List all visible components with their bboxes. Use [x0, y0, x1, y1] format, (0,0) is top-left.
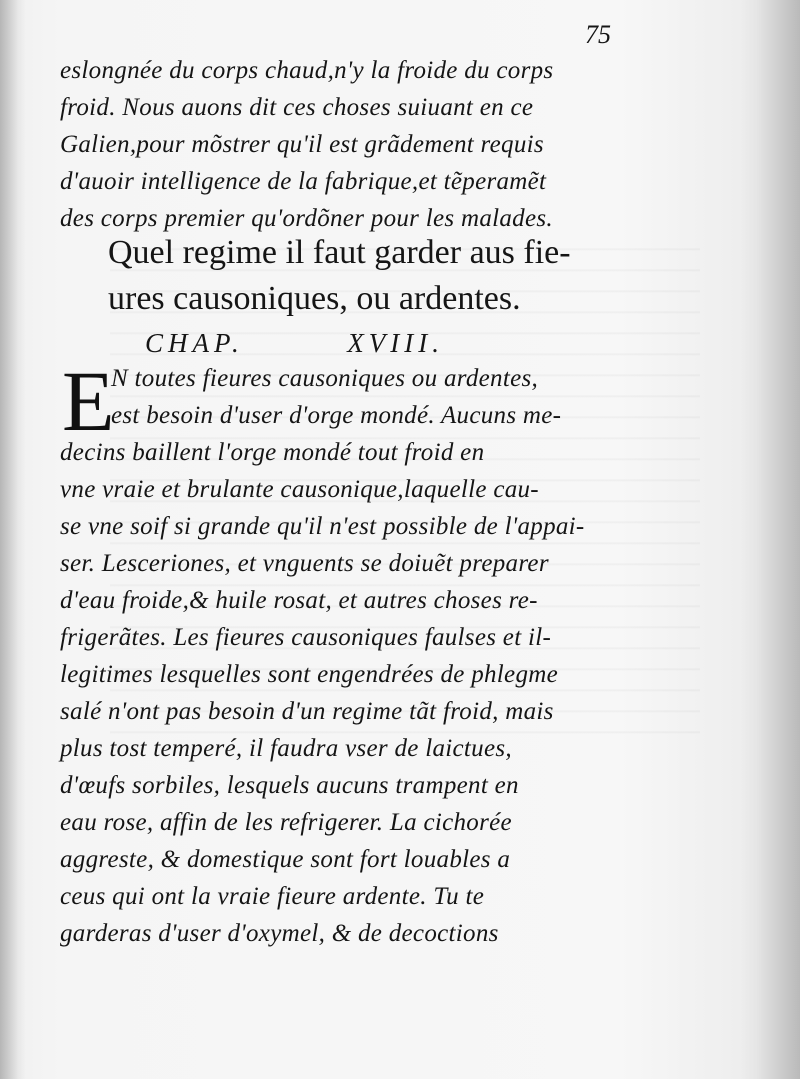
heading-line: ures causoniques, ou ardentes. [108, 280, 521, 317]
text-line: vne vraie et brulante causonique,laquelle cau- [60, 476, 539, 503]
text-line: aggreste, & domestique sont fort louables a [60, 846, 511, 873]
top-paragraph [60, 52, 625, 237]
text-line: legitimes lesquelles sont engendrées de phlegme [60, 661, 558, 688]
text-line: N toutes fieures causoniques ou ardentes, [111, 365, 539, 392]
text-line: froid. Nous auons dit ces choses suiuant en ce [60, 94, 534, 121]
text-line: garderas d'user d'oxymel, & de decoctions [60, 920, 499, 947]
text-line: d'œufs sorbiles, lesquels aucuns trampent en [60, 772, 519, 799]
chapter-word: CHAP. [145, 328, 244, 358]
text-line: ser. Lesceriones, et vnguents se doiuẽt preparer [60, 550, 549, 577]
chapter-number: XVIII. [347, 328, 444, 358]
text-line: frigerãtes. Les fieures causoniques faulses et il- [60, 624, 552, 651]
chapter-label [145, 325, 565, 361]
text-line: est besoin d'user d'orge mondé. Aucuns me- [111, 402, 562, 429]
drop-cap-letter: E [62, 353, 115, 449]
page-edge-shadow-left [0, 0, 18, 1079]
text-line: eslongnée du corps chaud,n'y la froide du corps [60, 57, 554, 84]
text-line: decins baillent l'orge mondé tout froid en [60, 439, 485, 466]
text-line: Galien,pour mõstrer qu'il est grãdement requis [60, 131, 544, 158]
chapter-heading [108, 230, 628, 322]
text-line: se vne soif si grande qu'il n'est possible de l'appai- [60, 513, 585, 540]
text-line: plus tost temperé, il faudra vser de laictues, [60, 735, 512, 762]
text-line: des corps premier qu'ordõner pour les malades. [60, 205, 553, 232]
text-line: salé n'ont pas besoin d'un regime tãt froid, mais [60, 698, 554, 725]
page-edge-shadow-right [756, 0, 800, 1079]
text-line: ceus qui ont la vraie fieure ardente. Tu te [60, 883, 485, 910]
heading-line: Quel regime il faut garder aus fie- [108, 234, 571, 271]
text-line: d'auoir intelligence de la fabrique,et tẽperamẽt [60, 168, 547, 195]
text-line: d'eau froide,& huile rosat, et autres choses re- [60, 587, 538, 614]
page-number: 75 [585, 20, 611, 49]
text-line: eau rose, affin de les refrigerer. La cichorée [60, 809, 512, 836]
chapter-body [60, 353, 630, 952]
